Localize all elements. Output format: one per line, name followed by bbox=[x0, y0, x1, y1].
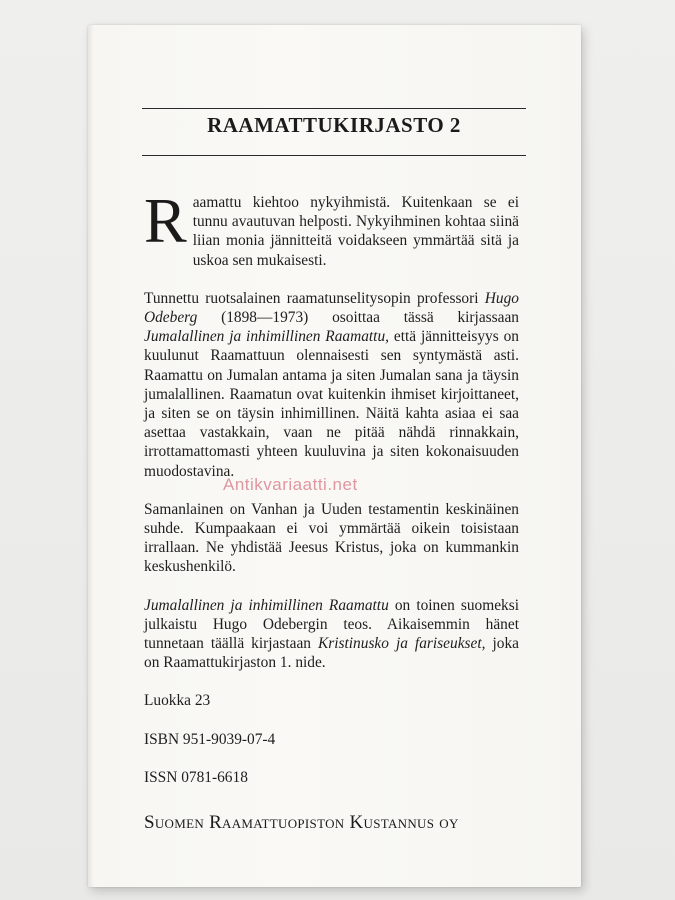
blurb-text bbox=[144, 185, 519, 806]
series-title: RAAMATTUKIRJASTO 2 bbox=[207, 113, 461, 137]
series-rule-bottom bbox=[142, 155, 526, 156]
intro-text: aamattu kiehtoo nykyihmistä. Kuitenkaan se ei tunnu avautuvan helposti. Nykyihminen kohtaa siinä liian monia jännitteitä voidakseen ymmärtää sitä ja uskoa sen mukaisesti. bbox=[192, 194, 519, 269]
paragraph-testaments: Samanlainen on Vanhan ja Uuden testamentin keskinäinen suhde. Kumpaakaan ei voi ymmärtää oikein toisistaan irrallaan. Ne yhdistää Jeesus Kristus, joka on kummankin keskushenkilö. bbox=[144, 500, 519, 576]
paragraph-editions bbox=[144, 596, 519, 673]
book-back-cover bbox=[88, 25, 581, 887]
text-run: (1898—1973) osoittaa tässä kirjassaan bbox=[197, 309, 519, 327]
text-run: että jännitteisyys on kuulunut Raamattuun olennaisesti sen syntymästä asti. Raamattu on Jumalan antama ja siten Jumalan sana ja täysin jumalallinen. Raamatun ovat kuitenkin ihmiset kirjoittaneet, ja siten se on täysin inhimillinen. Näitä kahta asiaa ei saa asettaa vastakkain, vaan ne pitää nähdä rinnakkain, irrottamattomasti yhteen kuuluvina ja siten kokonaisuuden muodostavina. bbox=[144, 328, 519, 480]
publisher-name: Suomen Raamattuopiston Kustannus oy bbox=[144, 812, 459, 833]
paragraph-intro bbox=[144, 185, 519, 270]
paragraph-author bbox=[144, 289, 519, 481]
series-rule-top bbox=[142, 108, 526, 109]
book-edge bbox=[88, 25, 94, 887]
text-run: on toinen suomeksi julkaistu Hugo Odebergin teos. Aikaisemmin hänet tunnetaan täällä kirjastaan bbox=[144, 596, 519, 653]
issn: ISSN 0781-6618 bbox=[144, 768, 248, 786]
book-title: Jumalallinen ja inhimillinen Raamattu, bbox=[144, 328, 389, 346]
book-title: Jumalallinen ja inhimillinen Raamattu bbox=[144, 596, 389, 614]
isbn: ISBN 951-9039-07-4 bbox=[144, 730, 276, 748]
watermark: Antikvariaatti.net bbox=[223, 475, 358, 494]
text-run: Tunnettu ruotsalainen raamatunselitysopin professori bbox=[144, 289, 485, 307]
author-name: Hugo Odeberg bbox=[144, 289, 519, 327]
drop-cap: R bbox=[144, 185, 187, 256]
text-run: joka on Raamattukirjaston 1. nide. bbox=[144, 635, 519, 672]
previous-book-title: Kristinusko ja fariseukset, bbox=[317, 635, 486, 653]
classification: Luokka 23 bbox=[144, 692, 211, 710]
